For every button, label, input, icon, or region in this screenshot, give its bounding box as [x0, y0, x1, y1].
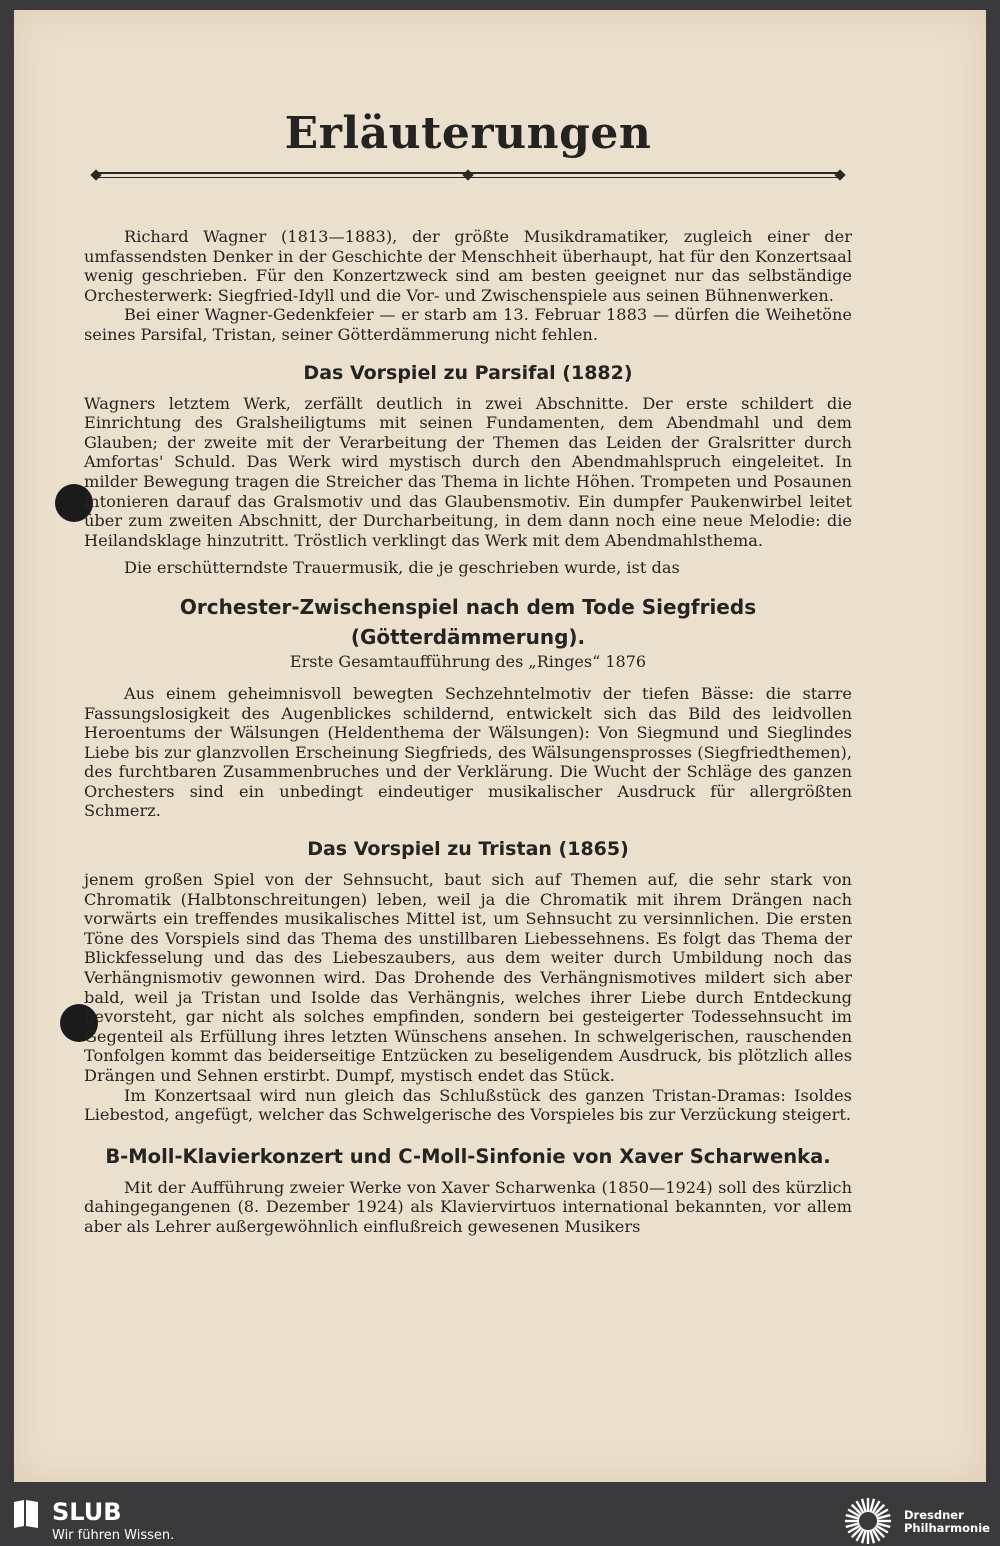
section-heading-tristan: Das Vorspiel zu Tristan (1865): [307, 838, 629, 861]
slub-book-icon: [12, 1499, 40, 1529]
intro-paragraph: Richard Wagner (1813—1883), der größte Musikdramatiker, zugleich einer der umfassendsten Denker in der Geschichte der Menschheit überhaupt, hat für den Konzertsaal wenig geschrieben. Für den Konzertzweck sind am besten geeignet nur das selbständige Orchesterwerk: Siegfried-Idyll und die Vor- und Zwischenspiele aus seinen Bühnenwerken.: [84, 227, 852, 305]
tristan-paragraph: jenem großen Spiel von der Sehnsucht, baut sich auf Themen auf, die sehr stark von Chromatik (Halbtonschreitungen) leben, weil ja die Chromatik mit ihrem Drängen nach vorwärts ein treffendes musikalisches Mittel ist, um Sehnsucht zu versinnlichen. Die ersten Töne des Vorspiels sind das Thema des unstillbaren Liebessehnens. Es folgt das Thema der Blickfesselung und das des Liebeszaubers, aus dem weiter durch Umbildung noch das Verhängnismotiv gewonnen wird. Das Drohende des Verhängnismotives mildert sich aber bald, weil ja Tristan und Isolde das Verhängnis, welches ihrer Liebe durch Entdeckung bevorsteht, gar nicht als solches empfinden, sondern bei gesteigerter Todessehnsucht im Gegenteil als Erfüllung ihres letzten Wünschens ansehen. In schwelgerischen, rauschenden Tonfolgen kommt das beiderseitige Entzücken zu beseligendem Ausdruck, bis plötzlich alles Drängen und Sehnen erstirbt. Dumpf, mystisch endet das Stück.: [84, 870, 852, 1085]
section-heading-siegfried: [84, 592, 852, 652]
partner-name: Dresdner Philharmonie: [904, 1508, 990, 1535]
intro-paragraph-2: Bei einer Wagner-Gedenkfeier — er starb am 13. Februar 1883 — dürfen die Weihetöne seines Parsifal, Tristan, seiner Götterdämmerung nicht fehlen.: [84, 305, 852, 344]
title-ornament: [84, 165, 852, 185]
slub-tagline: Wir führen Wissen.: [52, 1528, 175, 1543]
scharwenka-paragraph: Mit der Aufführung zweier Werke von Xaver Scharwenka (1850—1924) soll des kürzlich dahingegangenen (8. Dezember 1924) als Klaviervirtuos international bekannten, vor allem aber als Lehrer außergewöhnlich einflußreich gewesenen Musikers: [84, 1177, 852, 1236]
siegfried-heading-line1: Orchester-Zwischenspiel nach dem Tode Siegfrieds: [179, 594, 757, 619]
parsifal-paragraph: Wagners letztem Werk, zerfällt deutlich in zwei Abschnitte. Der erste schildert die Einrichtung des Gralsheiligtums mit seinen Fundamenten, dem Abendmahl und dem Glauben; der zweite mit der Verarbeitung der Themen das Leiden der Gralsritter durch Amfortas' Schuld. Das Werk wird mystisch durch den Abendmahlspruch eingeleitet. In milder Bewegung tragen die Streicher das Thema in lichte Höhen. Trompeten und Posaunen intonieren darauf das Gralsmotiv und das Glaubensmotiv. Ein dumpfer Paukenwirbel leitet über zum zweiten Abschnitt, der Durcharbeitung, in dem dann noch eine neue Melodie: die Heilandsklage hinzutritt. Tröstlich verklingt das Werk mit dem Abendmahlsthema.: [84, 393, 852, 550]
section-heading-parsifal: Das Vorspiel zu Parsifal (1882): [303, 361, 633, 384]
tristan-paragraph-2: Im Konzertsaal wird nun gleich das Schlußstück des ganzen Tristan-Dramas: Isoldes Liebestod, angefügt, welcher das Schwelgerische des Vorspieles bis zur Verzückung steigert.: [84, 1085, 852, 1125]
siegfried-heading-line2: (Götterdämmerung).: [350, 624, 586, 649]
siegfried-paragraph: Aus einem geheimnisvoll bewegten Sechzehntelmotiv der tiefen Bässe: die starre Fassungslosigkeit des Augenblickes schildernd, entwickelt sich das Bild des leidvollen Heroentums der Wälsungen (Heldenthema der Wälsungen): Von Siegmund und Sieglindes Liebe bis zur glanzvollen Erscheinung Siegfrieds, des Wälsungensprosses (Siegfriedthemen), des furchtbaren Zusammenbruches und der Verklärung. Die Wucht der Schläge des ganzen Orchesters sind ein unbedingt eindeutiger musikalischer Ausdruck für allergrößten Schmerz.: [84, 683, 852, 821]
slub-name: SLUB: [52, 1498, 122, 1526]
transition-paragraph: Die erschütterndste Trauermusik, die je geschrieben wurde, ist das: [124, 558, 680, 578]
siegfried-subtitle: Erste Gesamtaufführung des „Ringes“ 1876: [289, 651, 647, 671]
page-title: Erläuterungen: [284, 108, 652, 159]
section-heading-scharwenka: B-Moll-Klavierkonzert und C-Moll-Sinfonie von Xaver Scharwenka.: [105, 1144, 831, 1168]
document-content: [84, 100, 852, 1237]
footer-bar: [0, 1496, 1000, 1546]
philharmonie-sunburst-icon: [842, 1496, 894, 1546]
